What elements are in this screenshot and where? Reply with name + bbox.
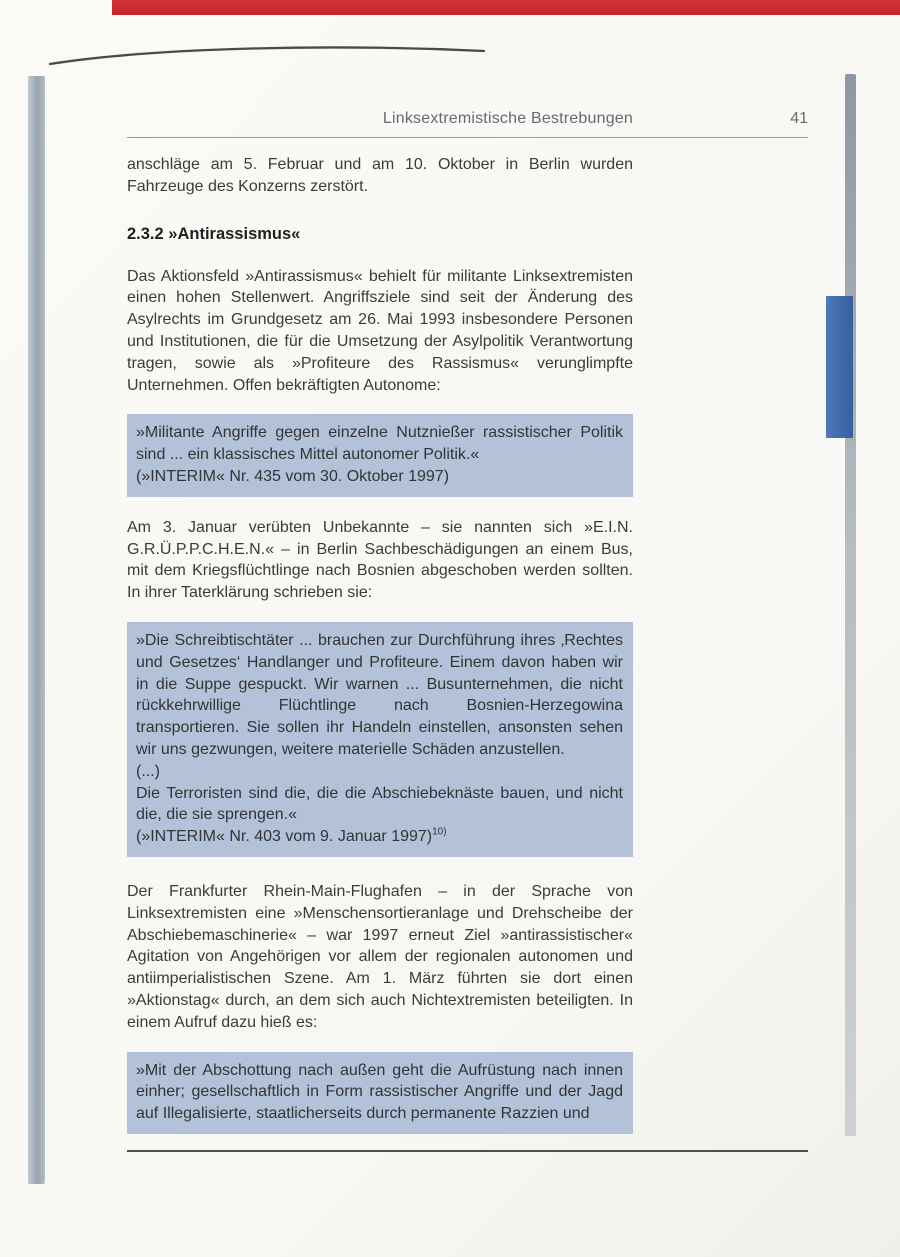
page-left-edge-shadow (28, 76, 45, 1184)
paragraph-bus-incident: Am 3. Januar verübten Unbekannte – sie nannten sich »E.I.N. G.R.Ü.P.P.C.H.E.N.« – in Berlin Sachbeschädigungen an einem Bus, mit dem Kriegsflüchtlinge nach Bosnien abgeschoben werden sollten. In ihrer Taterklärung schrieben sie: (127, 518, 633, 602)
quote-2-citation: (»INTERIM« Nr. 403 vom 9. Januar 1997) (136, 828, 433, 846)
footnote-marker: 10) (432, 826, 447, 838)
quote-1-text: »Militante Angriffe gegen einzelne Nutznießer rassistischer Politik sind ... ein klassisches Mittel autonomer Politik.« (136, 424, 623, 464)
page-right-edge-shadow (845, 74, 856, 1136)
paragraph-continuation: anschläge am 5. Februar und am 10. Oktober in Berlin wurden Fahrzeuge des Konzerns zerstört. (127, 156, 633, 195)
quote-block-3 (127, 1052, 633, 1134)
quote-2-text: »Die Schreibtischtäter ... brauchen zur Durchführung ihres ‚Rechtes und Gesetzes‘ Handlanger und Profiteure. Einem davon haben wir in die Suppe gespuckt. Wir warnen ... Busunternehmen, die nicht rückkehrwillige Flüchtlinge nach Bosnien-Herzegowina transportieren. Sie sollen ihr Handeln einstellen, ansonsten sehen wir uns gezwungen, weitere materielle Schäden anzustellen. (136, 631, 623, 758)
page-number: 41 (790, 110, 808, 127)
quote-block-2 (127, 622, 633, 857)
quote-2-ellipsis: (...) (136, 762, 160, 780)
quote-3-text: »Mit der Abschottung nach außen geht die Aufrüstung nach innen einher; gesellschaftlich in Form rassistischer Angriffe und der Jagd auf Illegalisierte, staatlicherseits durch permanente Razzien und (136, 1061, 623, 1123)
quote-2-citation-line (136, 826, 623, 848)
paragraph-intro: Das Aktionsfeld »Antirassismus« behielt für militante Linksextremisten einen hohen Stellenwert. Angriffsziele sind seit der Änderung des Asylrechts im Grundgesetz am 26. Mai 1993 insbesondere Personen und Institutionen, die für die Umsetzung der Asylpolitik Verantwortung tragen, sowie als »Profiteure des Rassismus« verunglimpfte Unternehmen. Offen bekräftigten Autonome: (127, 267, 633, 394)
page-header (127, 110, 808, 128)
page-content (127, 0, 808, 1152)
paragraph-airport: Der Frankfurter Rhein-Main-Flughafen – in der Sprache von Linksextremisten eine »Menschensortieranlage und Drehscheibe der Abschiebemaschinerie« – war 1997 erneut Ziel »antirassistischer« Agitation von Angehörigen vor allem der regionalen autonomen und antiimperialistischen Szene. Am 1. März führten sie dort einen »Aktionstag« durch, an dem sich auch Nichtextremisten beteiligten. In einem Aufruf dazu hieß es: (127, 882, 633, 1031)
section-heading: 2.3.2 »Antirassismus« (127, 224, 301, 243)
body-text-column (127, 154, 633, 1134)
bottom-rule (127, 1150, 808, 1152)
running-title: Linksextremistische Bestrebungen (382, 110, 633, 127)
quote-2-text-2: Die Terroristen sind die, die die Abschiebeknäste bauen, und nicht die, die sie sprengen.« (136, 784, 623, 824)
quote-block-1 (127, 414, 633, 496)
header-rule (127, 137, 808, 138)
quote-1-citation: (»INTERIM« Nr. 435 vom 30. Oktober 1997) (136, 467, 450, 485)
blue-bookmark-tab (826, 296, 853, 438)
